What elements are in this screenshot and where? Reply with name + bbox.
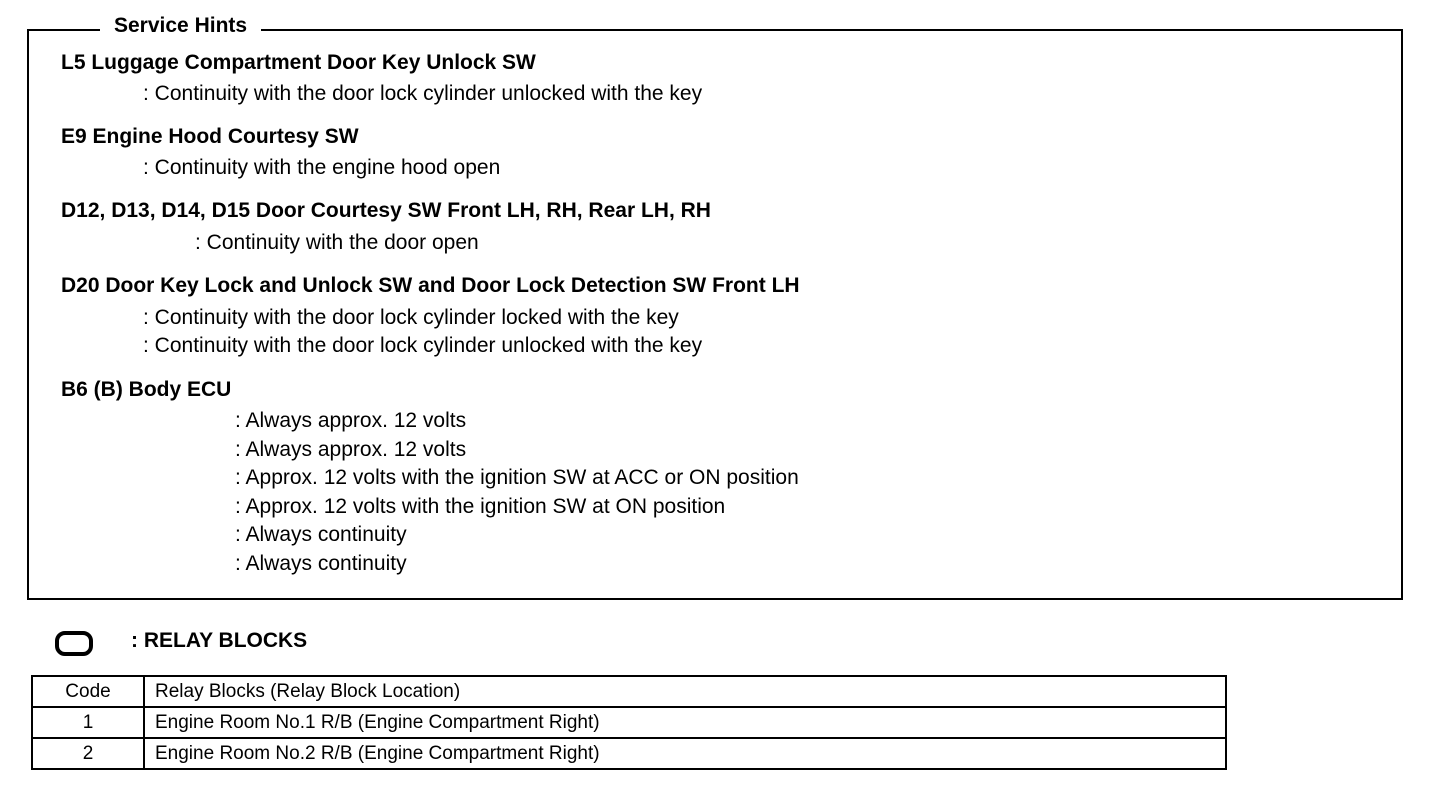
- service-hints-title: Service Hints: [100, 13, 261, 39]
- hint-text: : Always continuity: [235, 523, 407, 546]
- table-cell-location: Engine Room No.1 R/B (Engine Compartment Right): [144, 707, 1226, 738]
- table-row: [32, 707, 1226, 738]
- hint-text: : Always approx. 12 volts: [235, 438, 467, 461]
- table-cell-code: 1: [32, 707, 144, 738]
- hint-text: : Continuity with the door lock cylinder unlocked with the key: [143, 334, 703, 357]
- table-cell-code: 2: [32, 738, 144, 769]
- relay-blocks-label: : RELAY BLOCKS: [131, 629, 308, 652]
- hint-text: : Approx. 12 volts with the ignition SW at ON position: [235, 495, 726, 518]
- relay-blocks-table: [31, 675, 1227, 770]
- section-heading-e9: E9 Engine Hood Courtesy SW: [61, 125, 359, 148]
- section-heading-d20: D20 Door Key Lock and Unlock SW and Door Lock Detection SW Front LH: [61, 274, 800, 297]
- hint-text: : Always approx. 12 volts: [235, 409, 467, 432]
- relay-block-symbol-icon: [55, 631, 93, 656]
- column-header-location: Relay Blocks (Relay Block Location): [144, 676, 1226, 707]
- hint-text: : Continuity with the engine hood open: [143, 156, 501, 179]
- section-heading-d12-d15: D12, D13, D14, D15 Door Courtesy SW Front LH, RH, Rear LH, RH: [61, 199, 711, 222]
- section-heading-l5: L5 Luggage Compartment Door Key Unlock SW: [61, 51, 536, 74]
- section-heading-b6: B6 (B) Body ECU: [61, 378, 232, 401]
- column-header-code: Code: [32, 676, 144, 707]
- hint-text: : Always continuity: [235, 552, 407, 575]
- hint-text: : Continuity with the door open: [195, 231, 479, 254]
- hint-text: : Continuity with the door lock cylinder unlocked with the key: [143, 82, 703, 105]
- table-header-row: [32, 676, 1226, 707]
- hint-text: : Approx. 12 volts with the ignition SW at ACC or ON position: [235, 466, 799, 489]
- table-cell-location: Engine Room No.2 R/B (Engine Compartment Right): [144, 738, 1226, 769]
- hint-text: : Continuity with the door lock cylinder locked with the key: [143, 306, 679, 329]
- table-row: [32, 738, 1226, 769]
